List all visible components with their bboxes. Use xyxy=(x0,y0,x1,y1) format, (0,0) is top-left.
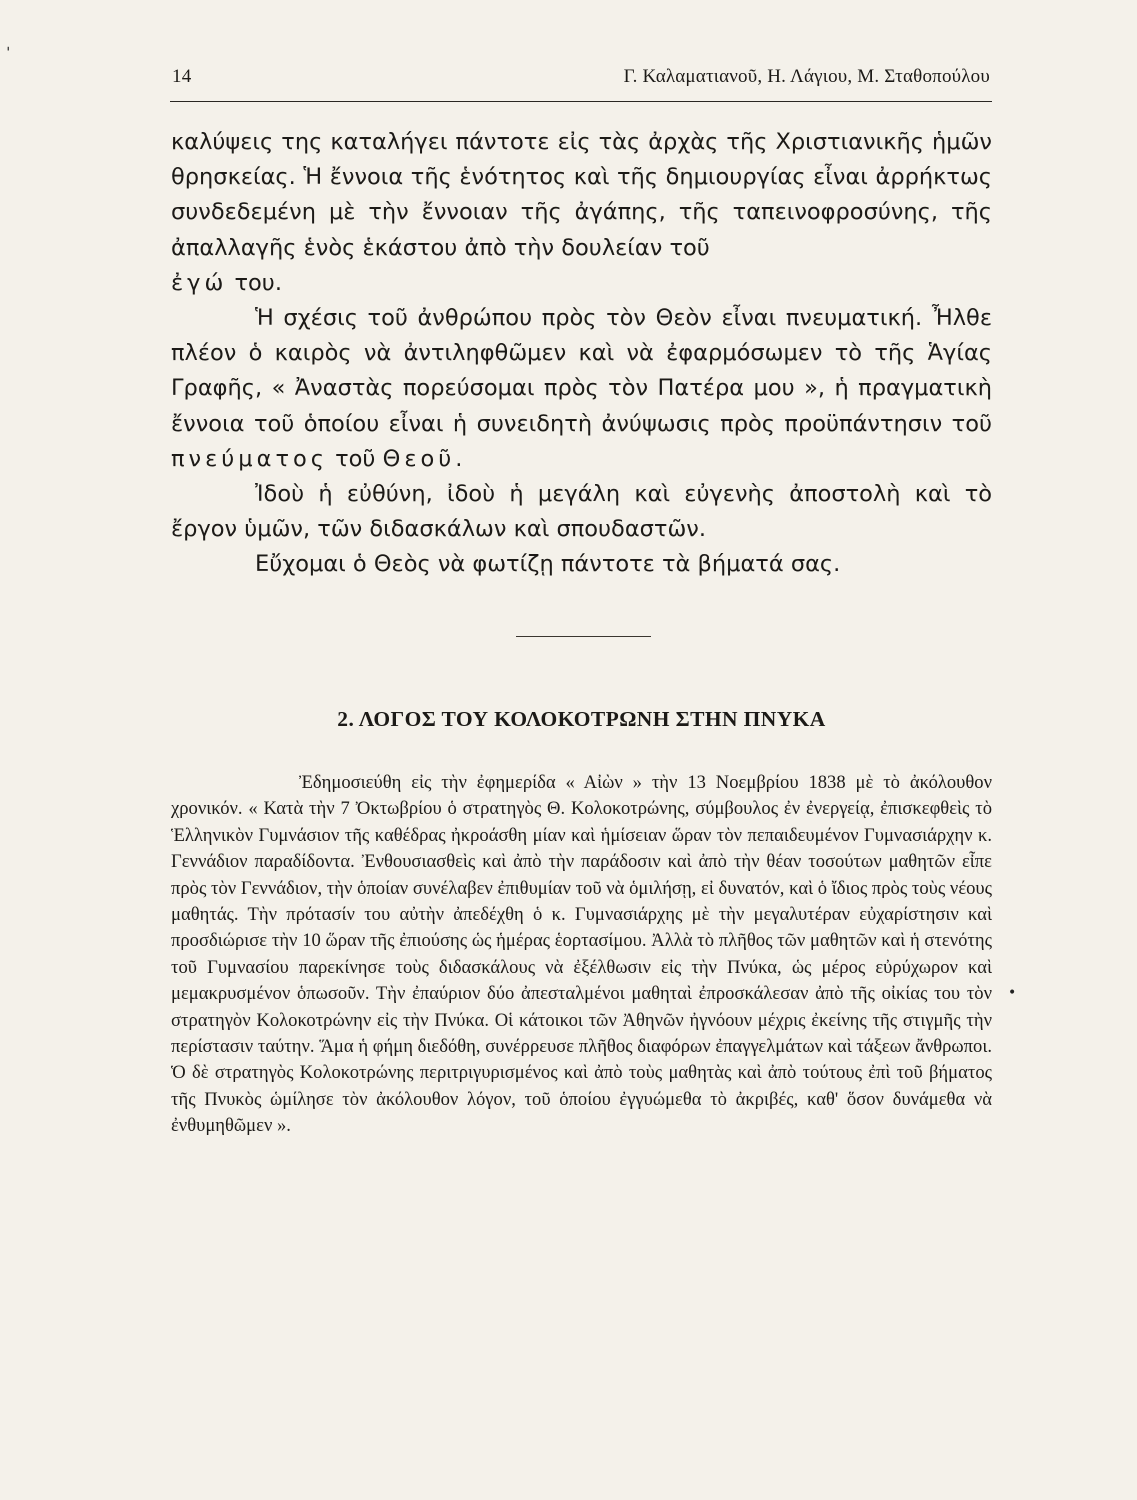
running-header xyxy=(172,66,990,88)
paragraph-1: καλύψεις της καταλήγει πάντοτε εἰς τὰς ἀρχὰς τῆς Χριστιανικῆς ἡμῶν θρησκείας. Ἡ ἔννοια τῆς ἑνότητος καὶ τῆς δημιουργίας εἶναι ἀρρήκτως συνδεδεμένη μὲ τὴν ἔννοιαν τῆς ἀγάπης, τῆς ταπεινοφροσύνης, τῆς ἀπαλλαγῆς ἑνὸς ἑκάστου ἀπὸ τὴν δουλείαν τοῦ ἐγώ του. xyxy=(171,129,992,296)
section-separator xyxy=(516,636,651,637)
paragraph-3: Ἰδοὺ ἡ εὐθύνη, ἰδοὺ ἡ μεγάλη καὶ εὐγενὴς ἀποστολὴ καὶ τὸ ἔργον ὑμῶν, τῶν διδασκάλων καὶ σπουδαστῶν. xyxy=(171,481,992,543)
essay-text xyxy=(171,125,992,583)
paragraph-2: Ἡ σχέσις τοῦ ἀνθρώπου πρὸς τὸν Θεὸν εἶναι πνευματική. Ἦλθε πλέον ὁ καιρὸς νὰ ἀντιληφθῶμεν καὶ νὰ ἐφαρμόσωμεν τὸ τῆς Ἁγίας Γραφῆς, « Ἀναστὰς πορεύσομαι πρὸς τὸν Πατέρα μου », ἡ πραγματικὴ ἔννοια τοῦ ὁποίου εἶναι ἡ συνειδητὴ ἀνύψωσις πρὸς προϋπάντησιν τοῦ πνεύματος τοῦ Θεοῦ. xyxy=(171,305,992,472)
spaced-word-ego: ἐγώ xyxy=(171,269,228,296)
section-heading: 2. ΛΟΓΟΣ ΤΟΥ ΚΟΛΟΚΟΤΡΩΝΗ ΣΤΗΝ ΠΝΥΚΑ xyxy=(337,707,826,731)
header-rule xyxy=(170,101,992,102)
spaced-word-pneumatos: πνεύματος xyxy=(171,445,328,472)
page-number: 14 xyxy=(172,66,192,87)
margin-dot: • xyxy=(1008,985,1017,1001)
newspaper-excerpt: Ἐδημοσιεύθη εἰς τὴν ἐφημερίδα « Αἰὼν » τὴν 13 Νοεμβρίου 1838 μὲ τὸ ἀκόλουθον χρονικόν. « Κατὰ τὴν 7 Ὀκτωβρίου ὁ στρατηγὸς Θ. Κολοκοτρώνης, σύμβουλος ἐν ἐνεργείᾳ, ἐπισκεφθεὶς τὸ Ἑλληνικὸν Γυμνάσιον τῆς καθέδρας ἠκροάσθη μίαν καὶ ἡμίσειαν ὥραν τὸν πεπαιδευμένον Γυμνασιάρχην κ. Γεννάδιον παραδίδοντα. Ἐνθουσιασθεὶς καὶ ἀπὸ τὴν παράδοσιν καὶ ἀπὸ τὴν θέαν τοσούτων μαθητῶν εἶπε πρὸς τὸν Γεννάδιον, τὴν ὁποίαν συνέλαβεν ἐπιθυμίαν τοῦ νὰ ὁμιλήσῃ, εἰ δυνατόν, καὶ ὁ ἴδιος πρὸς τοὺς νέους μαθητάς. Τὴν πρότασίν του αὐτὴν ἀπεδέχθη ὁ κ. Γυμνασιάρχης μὲ τὴν μεγαλυτέραν εὐχαρίστησιν καὶ προσδιώρισε τὴν 10 ὥραν τῆς ἐπιούσης ὡς ἡμέρας ἑορτασίμου. Ἀλλὰ τὸ πλῆθος τῶν μαθητῶν καὶ ἡ στενότης τοῦ Γυμνασίου παρεκίνησε τοὺς διδασκάλους νὰ ἐξέλθωσιν εἰς τὴν Πνύκα, ὡς μέρος εὐρύχωρον καὶ μεμακρυσμένον ὁπωσοῦν. Τὴν ἐπαύριον δύο ἀπεσταλμένοι μαθηταὶ ἐπροσκάλεσαν ἀπὸ τῆς οἰκίας του τὸν στρατηγὸν Κολοκοτρώνην εἰς τὴν Πνύκα. Οἱ κάτοικοι τῶν Ἀθηνῶν ἠγνόουν μέχρις ἐκείνης τῆς στιγμῆς τὴν περίστασιν ταύτην. Ἅμα ἡ φήμη διεδόθη, συνέρρευσε πλῆθος διαφόρων ἐπαγγελμάτων καὶ τάξεων ἄνθρωποι. Ὁ δὲ στρατηγὸς Κολοκοτρώνης περιτριγυρισμένος καὶ ἀπὸ τοὺς μαθητὰς καὶ ἀπὸ τούτους ἐπὶ τοῦ βήματος τῆς Πνυκὸς ὡμίλησε τὸν ἀκόλουθον λόγον, τοῦ ὁποίου ἐγγυώμεθα τὸ ἀκριβές, καθ' ὅσον δυνάμεθα νὰ ἐνθυμηθῶμεν ». xyxy=(171,772,992,1137)
scan-mark: ˈ xyxy=(6,44,11,63)
paragraph-4: Εὔχομαι ὁ Θεὸς νὰ φωτίζῃ πάντοτε τὰ βήματά σας. xyxy=(255,551,841,578)
running-title: Γ. Καλαματιανοῦ, Η. Λάγιου, Μ. Σταθοπούλου xyxy=(623,66,990,87)
spaced-word-theou: Θεοῦ. xyxy=(382,445,467,472)
